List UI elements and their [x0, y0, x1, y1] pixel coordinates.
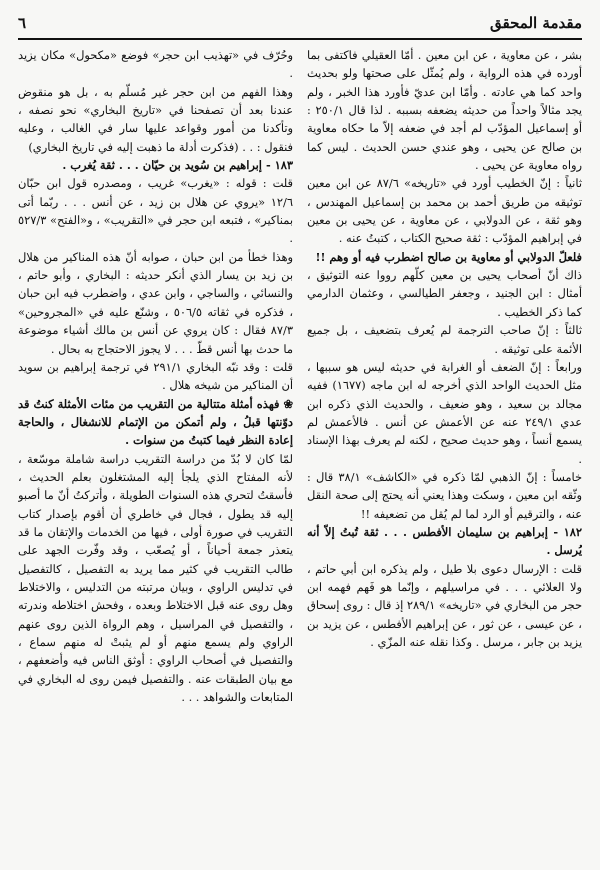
paragraph: فلعلّ الدولابي أو معاوية بن صالح اضطرب فيه أو وهم !! — [315, 249, 582, 264]
paragraph: ذاك أنّ أصحاب يحيى بن معين كلّهم رووا عنه التوثيق ، أمثال : ابن الجنيد ، وجعفر الطيالسي ، وعثمان الدارمي كما ذكر الخطيب . — [307, 268, 582, 319]
paragraph: ❀ فهذه أمثلة متتالية من التقريب من مئات الأمثلة كنتُ قد دوّنتها قبلُ ، ولم أتمكن من الإتمام للانشغال ، والحاجة إعادة النظر فيما كتبتُ من سنوات . — [18, 396, 293, 448]
paragraph: قلت : الإرسال دعوى بلا طيل ، ولم يذكره ابن أبي حاتم ، ولا العلائي . . . في مراسيلهم ، وإنّما هو فَهم فهمه ابن حجر من البخاري في «تاريخه» ٢٨٩/١ إذ قال : روى إسحاق ، عن عيسى ، عن ثور ، عن إبراهيم الأفطس ، عن يزيد بن يزيد بن جابر ، مرسل . وكذا نقله عنه المزّي . — [307, 561, 582, 649]
paragraph: قلت : وقد نبّه البخاري ٢٩١/١ في ترجمة إبراهيم بن سويد أن المناكير من شيخه هلال . — [18, 359, 293, 393]
paragraph: وهذا خطأ من ابن حبان ، صوابه أنّ هذه المناكير من هلال بن زيد بن يسار الذي أنكر حديثه : البخاري ، وأبو حاتم ، والنسائي ، والساجي ، وابن عدي ، واضطرب فيه ابن حبان ، فذكره في ثقاته ٥٠٦/٥ ، وشنّع عليه في «المجروحين» ٨٧/٣ فقال : كان يروي عن أنس بن مالك أشياء موضوعة ما حدث بها أنس قطّ . . . لا يجوز الاحتجاج به بحال . — [18, 249, 293, 356]
paragraph: ١٨٣ - إبراهيم بن سُويد بن حيّان . . . ثقة يُغرب . — [62, 158, 293, 173]
paragraph: وهذا الفهم من ابن حجر غير مُسلّم به ، بل هو منقوض عندنا بعد أن تصفحنا في «تاريخ البخاري» نحو نصفه ، وتأكدنا من أمور وقواعد عليها سار في الغالب ، وعليه فنقول : . . (فذكرت أدلة ما ذهبت إليه في تاريخ البخاري) — [18, 84, 293, 154]
paragraph: ثانياً : إنّ الخطيب أورد في «تاريخه» ٨٧/٦ عن ابن معين توثيقه من طريق أحمد بن محمد بن إسماعيل المهندس ، وهو ثقة ، عن الدولابي ، عن معاوية ، عن يحيى بن معين في إبراهيم المؤدّب : ثقة صحيح الكتاب ، كتبتُ عنه . — [307, 176, 582, 246]
text-columns — [18, 46, 582, 861]
paragraph: ثالثاً : إنّ صاحب الترجمة لم يُعرف بتضعيف ، بل جميع الأئمة على توثيقه . — [307, 323, 582, 356]
paragraph: لمّا كان لا بُدّ من دراسة التقريب دراسة شاملة موسّعة ، لأنه المفتاح الذي يلجأ إليه المشتغلون بعلم الحديث ، فأسقتُ لتحري هذه السنوات الطويلة ، وأتركتُ أنّ ما أصبو إليه قد يطول ، فجال في خاطري أن أقوم بإصدار كتاب التقريب في صورة أولى ، فيها من الخدمات والإتقان ما قد يتعذر جمعة أحياناً ، أو يُصعّب ، وقد وفّرت الجهد على طالب التقريب في كثير مما يريد به التفصيل ، كالتفصيل في تدليس الراوي ، وبيان مرتبته من التدليس ، والاختلاط وهل روى عنه قبل الاختلاط وبعده ، وفحش اختلاطه وندرته ، والتفصيل في المراسيل ، وهم الرواة الذين روى عنهم الراوي ولم يسمع منهم أو لم يثبتْ له منهم سماع ، والتفصيل في أصحاب الراوي : أوثق الناس فيه وأضعفهم ، مع بيان الطبقات عنه . والتفصيل فيمن روى له البخاري في المتابعات والشواهد . . . — [18, 451, 293, 705]
right-column — [307, 46, 582, 861]
running-title: مقدمة المحقق — [490, 14, 582, 32]
page-number: ٦ — [18, 14, 27, 32]
paragraph: خامساً : إنّ الذهبي لمّا ذكره في «الكاشف» ٣٨/١ قال : وثّقه ابن معين ، وسكت وهذا يعني أنه يحتج إلى صحة النقل عنه ، والترقيم أو الرد لما لم يُقل من تضعيفه !! — [307, 469, 582, 521]
left-column — [18, 46, 293, 861]
paragraph: قلت : قوله : «يغرب» غريب ، ومصدره قول ابن حبّان ١٢/٦ «يروي عن هلال بن زيد ، عن أنس . . . ربّما أتى بمناكير» ، فتبعه ابن حجر في «التقريب» ، و«الفتح» ٥٢٧/٣ . — [18, 176, 293, 246]
paragraph: ١٨٢ - إبراهيم بن سليمان الأفطس . . . ثقة تُبتُ إلاّ أنه يُرسل . — [307, 524, 582, 558]
paragraph: ورابعاً : إنّ الضعف أو الغرابة في حديثه ليس هو سببها ، مثل الحديث الواحد الذي أخرجه له ابن ماجه (١٦٧٧) ففيه مجالد بن سعيد ، وهو ضعيف ، والحديث الذي ذكره ابن عدي ٢٤٩/١ عنه عن الأعمش عن أنس . فالأعمش لم يسمع أنساً ، وهو حديث صحيح ، لكنه لم يعرف بهذا الإسناد . — [307, 359, 582, 466]
paragraph: بشر ، عن معاوية ، عن ابن معين . أمّا العقيلي فاكتفى بما أورده في هذه الرواية ، ولم يُمثّل على صحتها ولو بحديث واحد كما هي عادته . وأمّا ابن عديّ فأورد هذا الخبر ، ولم يجد مثالاً واحداً من حديثه يضعفه بسببه . لذا قال ٢٥٠/١ : أو إسماعيل المؤدّب لم أجد في ضعفه إلاّ ما حكاه معاوية بن صالح عن يحيى ، وهو عندي حسن الحديث . ليس كما رواه معاوية عن يحيى . — [307, 48, 582, 173]
page-header — [18, 8, 582, 40]
paragraph: وحُرّف في «تهذيب ابن حجر» فوضع «مكحول» مكان يزيد . — [18, 48, 293, 81]
